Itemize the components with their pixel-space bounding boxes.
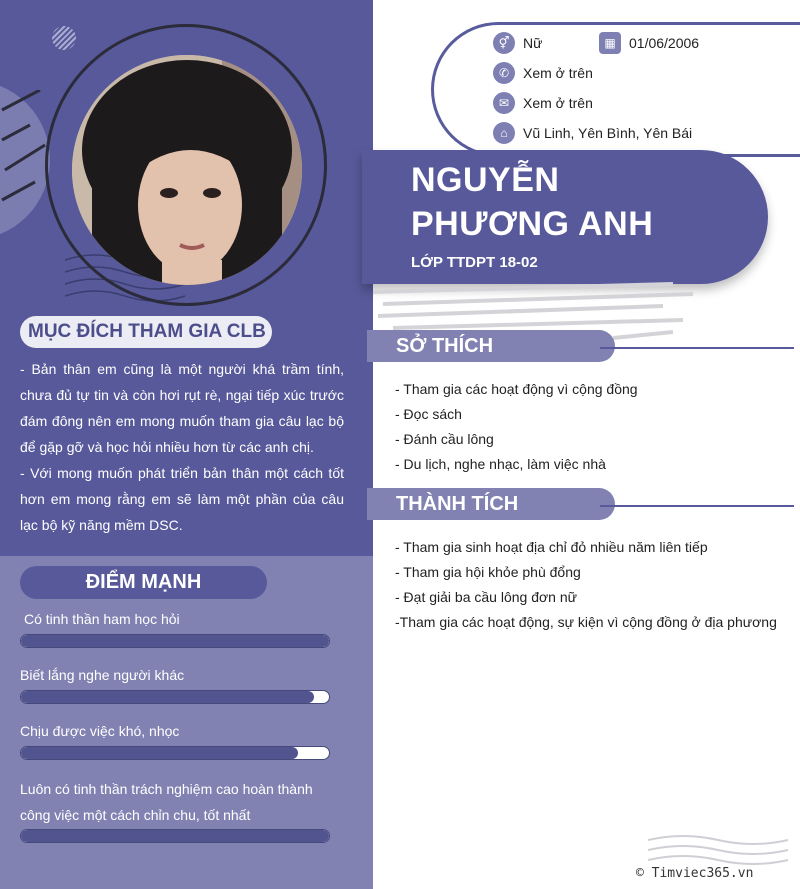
achievements-title <box>367 488 615 520</box>
decorative-circle-small <box>52 26 76 50</box>
strength-label: Có tinh thần ham học hỏi <box>24 611 180 627</box>
name-band <box>362 150 768 284</box>
full-name <box>411 158 653 246</box>
address-value: Vũ Linh, Yên Bình, Yên Bái <box>523 125 693 141</box>
phone-row <box>493 62 593 84</box>
list-item: - Đánh cầu lông <box>395 431 494 447</box>
strength-bar <box>20 690 330 704</box>
gender-value: Nữ <box>523 35 543 51</box>
purpose-paragraph: - Bản thân em cũng là một người khá trầm tính, chưa đủ tự tin và còn hơi rụt rè, ngại tiếp xúc trước đám đông nên em mong muốn tham gia câu lạc bộ để gặp gỡ và học hỏi nhiều hơn từ các anh chị. <box>20 361 344 455</box>
email-value: Xem ở trên <box>523 95 593 111</box>
phone-value: Xem ở trên <box>523 65 593 81</box>
calendar-icon: ▦ <box>599 32 621 54</box>
list-item: - Đạt giải ba cầu lông đơn nữ <box>395 589 577 605</box>
hobbies-list <box>395 377 638 477</box>
list-item: -Tham gia các hoạt động, sự kiện vì cộng đồng ở địa phương <box>395 614 777 630</box>
list-item: - Đọc sách <box>395 406 462 422</box>
strength-label: Biết lắng nghe người khác <box>20 667 185 683</box>
strength-bar-fill <box>21 691 314 703</box>
name-line-2: PHƯƠNG ANH <box>411 205 654 243</box>
strengths-title <box>20 566 267 599</box>
achievements-list <box>395 535 777 635</box>
hobbies-title-text: SỞ THÍCH <box>396 334 494 357</box>
purpose-text <box>20 356 344 538</box>
achievements-divider <box>600 505 794 507</box>
purpose-paragraph: - Với mong muốn phát triển bản thân một cách tốt hơn em mong rằng em sẽ làm một phần của câu lạc bộ kỹ năng mềm DSC. <box>20 465 344 533</box>
strength-label: Luôn có tinh thần trách nghiệm cao hoàn thành công việc một cách chỉn chu, tốt nhất <box>20 781 313 823</box>
name-line-1: NGUYỄN <box>411 161 560 199</box>
strength-bar <box>20 829 330 843</box>
strength-label: Chịu được việc khó, nhọc <box>20 723 180 739</box>
home-icon: ⌂ <box>493 122 515 144</box>
gender-row <box>493 32 542 54</box>
phone-icon: ✆ <box>493 62 515 84</box>
list-item: - Du lịch, nghe nhạc, làm việc nhà <box>395 456 606 472</box>
purpose-title <box>20 316 272 348</box>
email-icon: ✉ <box>493 92 515 114</box>
footer-watermark: © Timviec365.vn <box>636 866 754 881</box>
strength-bar-fill <box>21 635 329 647</box>
avatar <box>72 55 302 285</box>
portrait-image <box>72 55 302 285</box>
strength-bar <box>20 746 330 760</box>
strength-bar-fill <box>21 830 329 842</box>
strengths-title-text: ĐIỂM MẠNH <box>85 571 202 593</box>
purpose-title-text: MỤC ĐÍCH THAM GIA CLB <box>28 321 266 342</box>
email-row <box>493 92 593 114</box>
class-label: LỚP TTDPT 18-02 <box>411 254 538 271</box>
dob-row <box>599 32 699 54</box>
list-item: - Tham gia hội khỏe phù đổng <box>395 564 581 580</box>
list-item: - Tham gia sinh hoạt địa chỉ đỏ nhiều năm liên tiếp <box>395 539 708 555</box>
address-row <box>493 122 692 144</box>
hobbies-title <box>367 330 615 362</box>
strength-bar-fill <box>21 747 298 759</box>
hobbies-divider <box>600 347 794 349</box>
left-column-top <box>0 0 373 556</box>
gender-icon: ⚥ <box>493 32 515 54</box>
strength-bar <box>20 634 330 648</box>
achievements-title-text: THÀNH TÍCH <box>396 492 519 515</box>
dob-value: 01/06/2006 <box>629 35 700 51</box>
list-item: - Tham gia các hoạt động vì cộng đồng <box>395 381 638 397</box>
